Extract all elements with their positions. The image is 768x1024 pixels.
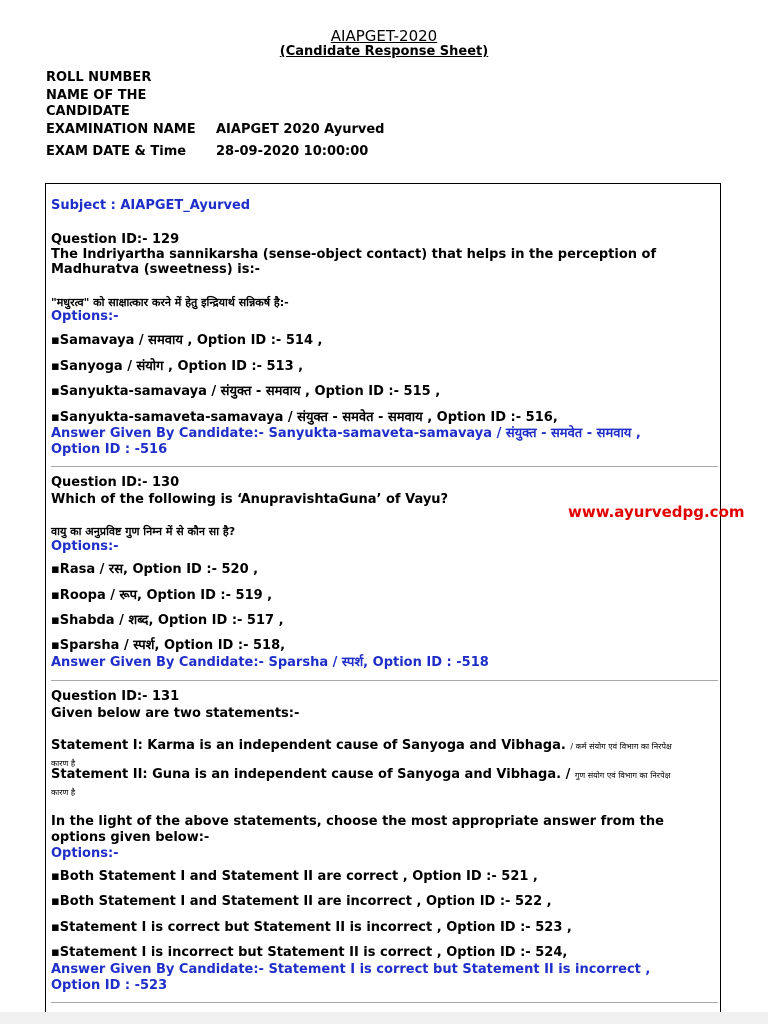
question-129-answer-line1: Answer Given By Candidate:- Sanyukta-samaveta-samavaya / संयुक्त - समवेत - समवाय , [51, 426, 641, 441]
statement-2 [51, 767, 670, 784]
question-130-option: ▪Shabda / शब्द, Option ID :- 517 , [51, 613, 284, 628]
statement-2-hindi-line2: कारण है [51, 788, 76, 797]
exam-name-value: AIAPGET 2020 Ayurved [216, 122, 385, 137]
subject-line: Subject : AIAPGET_Ayurved [51, 198, 251, 213]
statement-1-hindi: / कर्म संयोग एवं विभाग का निरपेक्ष [570, 742, 672, 751]
question-separator [51, 466, 718, 467]
exam-date-value: 28-09-2020 10:00:00 [216, 144, 369, 159]
question-131-text-line2: options given below:- [51, 830, 210, 845]
question-129-option: ▪Samavaya / समवाय , Option ID :- 514 , [51, 333, 323, 348]
statement-2-text: Statement II: Guna is an independent cause of Sanyoga and Vibhaga. / [51, 767, 571, 782]
question-129-option: ▪Sanyoga / संयोग , Option ID :- 513 , [51, 359, 304, 374]
exam-date-row [46, 144, 369, 160]
watermark-link[interactable]: www.ayurvedpg.com [568, 503, 745, 521]
statement-2-hindi: गुण संयोग एवं विभाग का निरपेक्ष [574, 771, 671, 780]
question-130-option: ▪Sparsha / स्पर्श, Option ID :- 518, [51, 638, 286, 653]
statement-1 [51, 738, 672, 755]
document-title: AIAPGET-2020 [330, 27, 438, 45]
question-131-option: ▪Statement I is incorrect but Statement II is correct , Option ID :- 524, [51, 945, 568, 960]
question-129-options-label: Options:- [51, 309, 119, 324]
question-130-hindi: वायु का अनुप्रविष्ट गुण निम्न में से कौन सा है? [51, 525, 236, 538]
question-129-option: ▪Sanyukta-samaveta-samavaya / संयुक्त - समवेत - समवाय , Option ID :- 516, [51, 410, 558, 425]
question-130-option: ▪Rasa / रस, Option ID :- 520 , [51, 562, 259, 577]
exam-name-row [46, 122, 385, 138]
question-131-answer-line1: Answer Given By Candidate:- Statement I is correct but Statement II is incorrect , [51, 962, 651, 977]
question-129-answer-line2: Option ID : -516 [51, 442, 168, 457]
document-subtitle: (Candidate Response Sheet) [279, 44, 489, 59]
question-129-option: ▪Sanyukta-samavaya / संयुक्त - समवाय , Option ID :- 515 , [51, 384, 441, 399]
candidate-name-label-line2: CANDIDATE [46, 104, 130, 119]
question-131-option: ▪Both Statement I and Statement II are incorrect , Option ID :- 522 , [51, 894, 552, 909]
question-131-options-label: Options:- [51, 846, 119, 861]
question-129-id: Question ID:- 129 [51, 232, 180, 247]
exam-name-label: EXAMINATION NAME [46, 122, 196, 137]
question-131-answer-line2: Option ID : -523 [51, 978, 168, 993]
roll-number-label: ROLL NUMBER [46, 70, 152, 85]
question-131-option: ▪Statement I is correct but Statement II is incorrect , Option ID :- 523 , [51, 920, 572, 935]
question-130-answer: Answer Given By Candidate:- Sparsha / स्पर्श, Option ID : -518 [51, 655, 489, 670]
question-separator [51, 1002, 718, 1003]
question-130-text: Which of the following is ‘AnupravishtaGuna’ of Vayu? [51, 492, 449, 507]
question-130-options-label: Options:- [51, 539, 119, 554]
question-129-hindi: "मधुरत्व" को साक्षात्कार करने में हेतु इन्द्रियार्थ सन्निकर्ष है:- [51, 296, 289, 309]
question-129-text-line1: The Indriyartha sannikarsha (sense-object contact) that helps in the perception of [51, 247, 657, 262]
question-130-option: ▪Roopa / रूप, Option ID :- 519 , [51, 588, 273, 603]
statement-1-hindi-line2: कारण है [51, 759, 76, 768]
exam-date-label: EXAM DATE & Time [46, 144, 187, 159]
statement-1-text: Statement I: Karma is an independent cause of Sanyoga and Vibhaga. [51, 738, 566, 753]
question-129-text-line2: Madhuratva (sweetness) is:- [51, 262, 261, 277]
question-131-intro: Given below are two statements:- [51, 706, 300, 721]
question-separator [51, 680, 718, 681]
question-130-id: Question ID:- 130 [51, 475, 180, 490]
question-131-text-line1: In the light of the above statements, choose the most appropriate answer from the [51, 814, 664, 829]
candidate-name-label-line1: NAME OF THE [46, 88, 147, 103]
question-131-option: ▪Both Statement I and Statement II are correct , Option ID :- 521 , [51, 869, 538, 884]
question-131-id: Question ID:- 131 [51, 689, 180, 704]
